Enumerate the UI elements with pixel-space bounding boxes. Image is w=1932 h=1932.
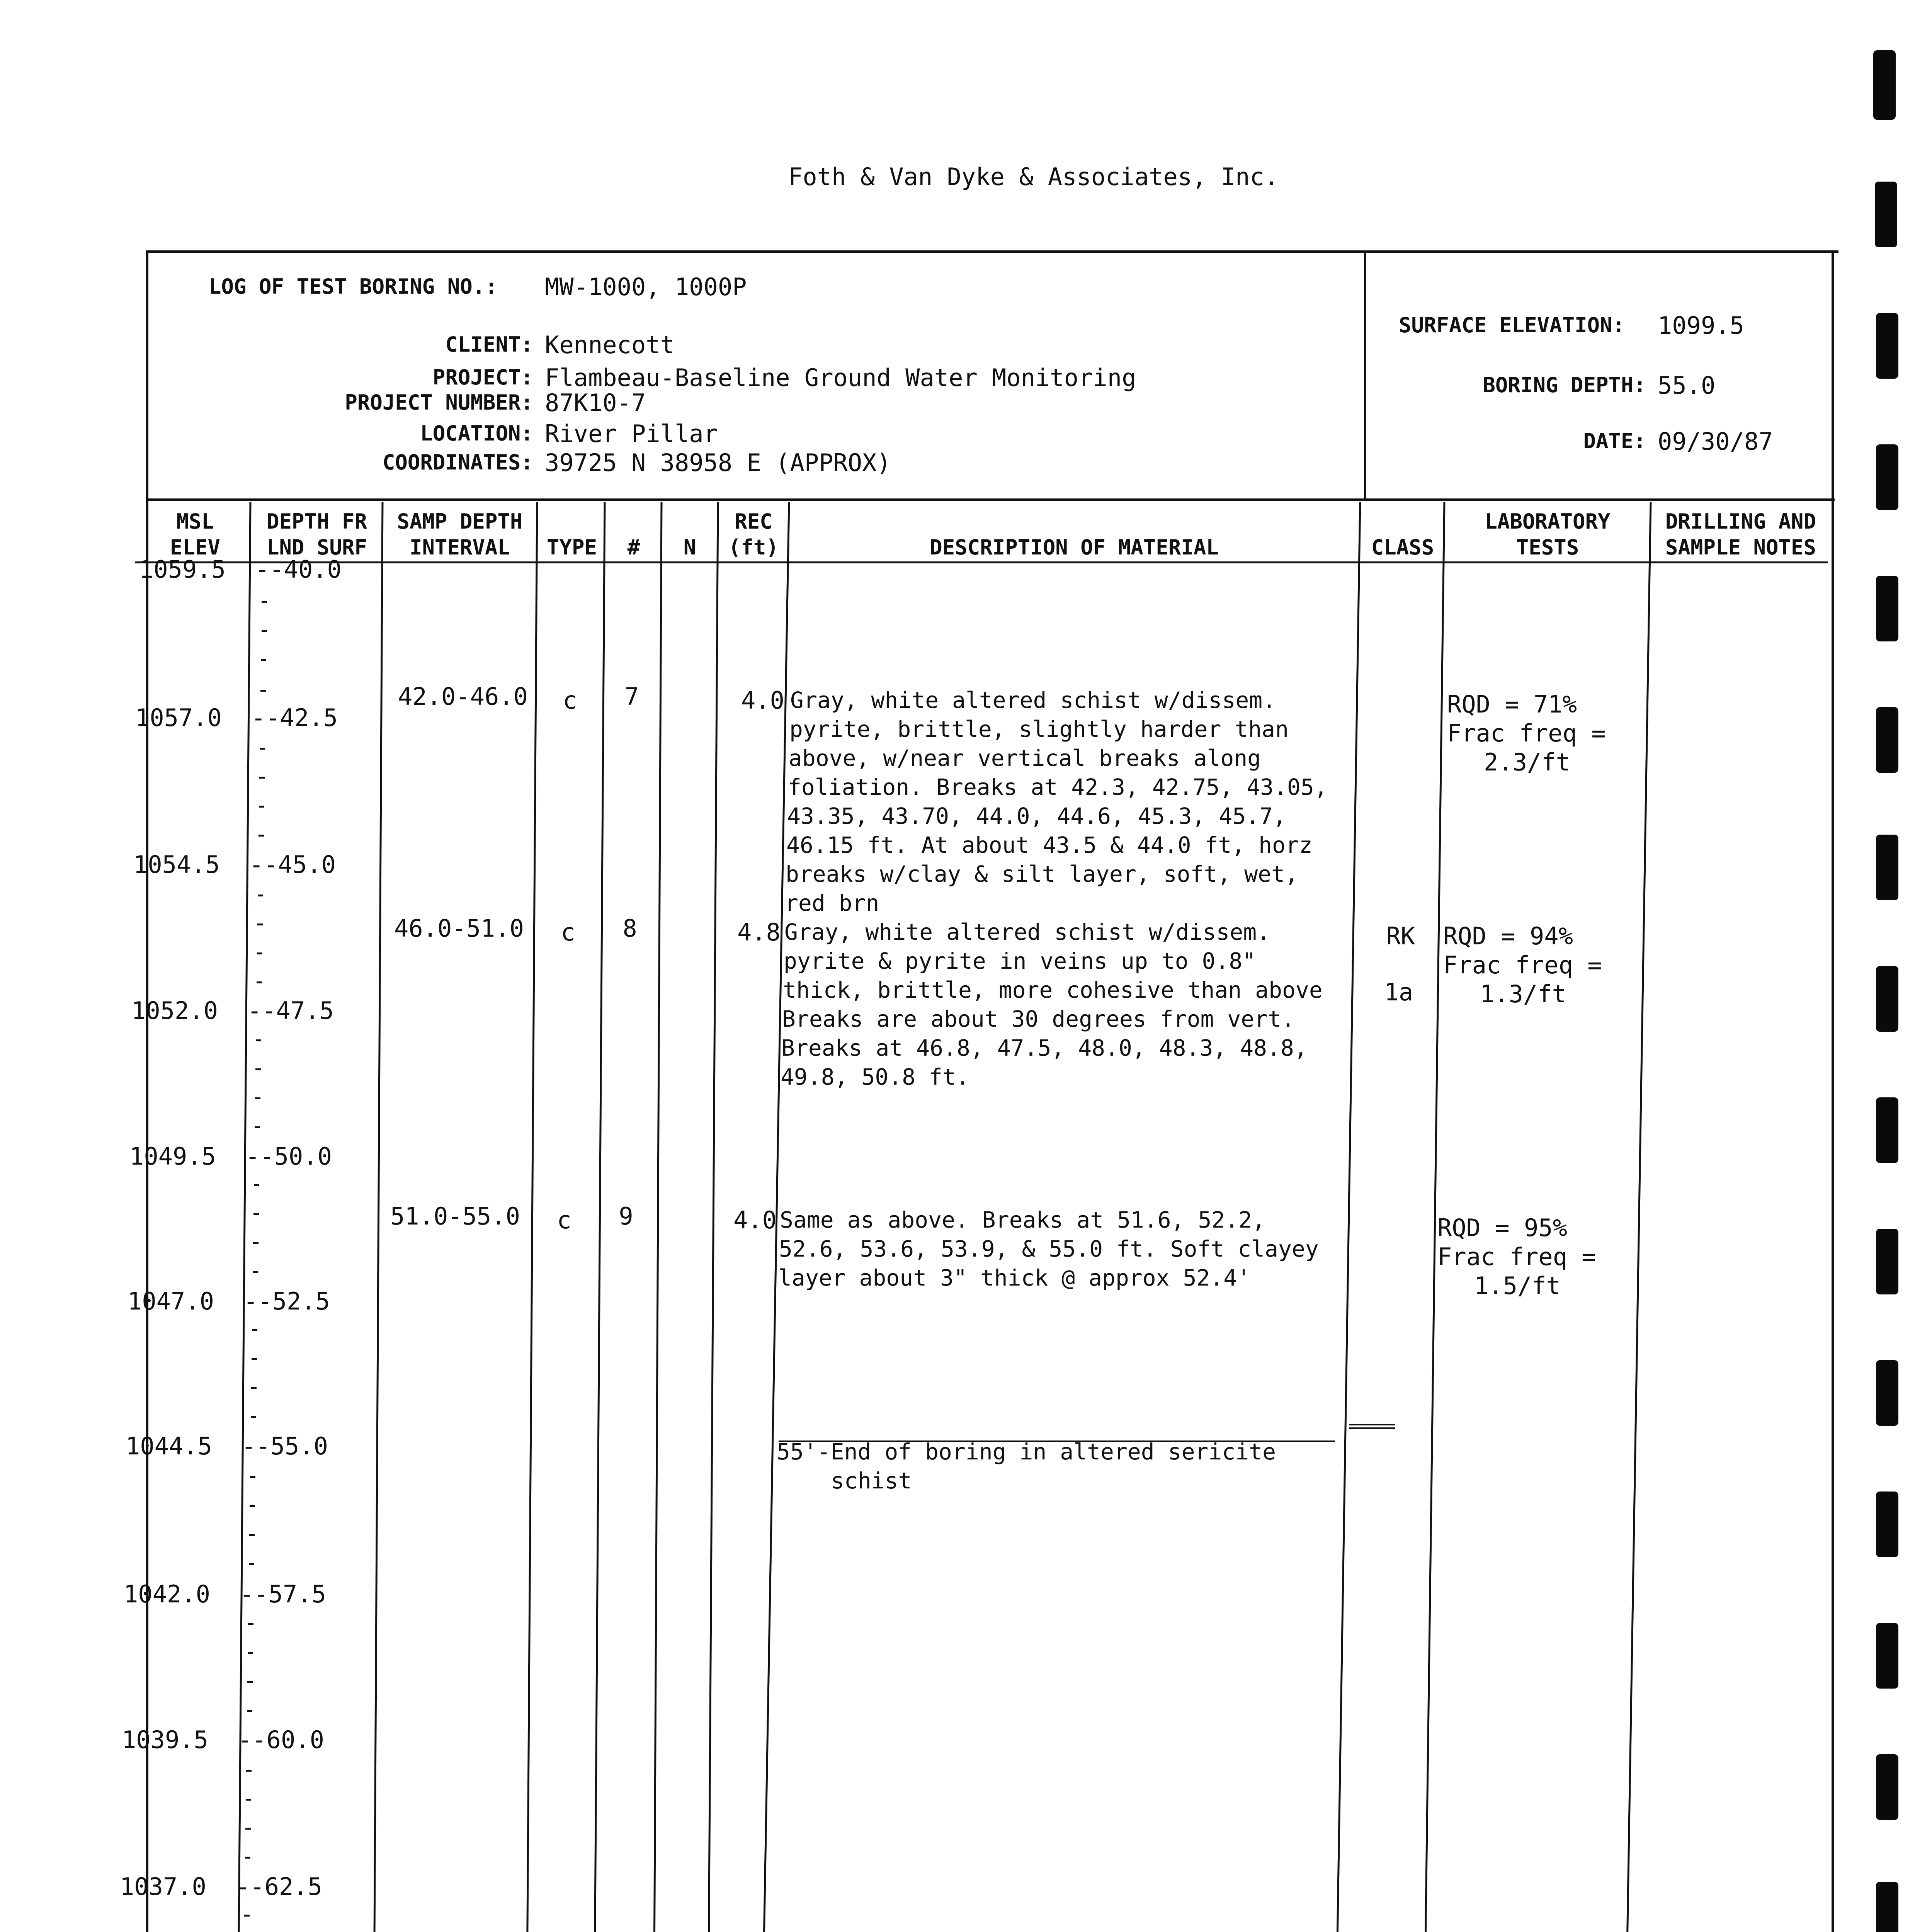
description-line: 52.6, 53.6, 53.9, & 55.0 ft. Soft clayey [779,1236,1319,1262]
client-label: CLIENT: [445,332,533,357]
binder-mark [1876,707,1898,773]
col-lab-2: TESTS [1516,535,1579,560]
binder-mark [1876,1754,1898,1820]
lab-test-line: 1.5/ft [1474,1272,1561,1300]
depth-label: --55.0 [242,1432,328,1460]
lab-test-line: Frac freq = [1447,719,1606,747]
binder-mark [1876,313,1898,379]
elev-label: 1044.5 [126,1432,212,1460]
elev-label: 1059.5 [139,555,226,583]
depth-label: --57.5 [240,1580,326,1608]
lab-test-line: RQD = 95% [1437,1214,1567,1242]
col-notes-1: DRILLING AND [1665,509,1816,534]
elev-label: 1047.0 [128,1287,214,1315]
surface-elevation-label: SURFACE ELEVATION: [1399,313,1625,337]
description-line: pyrite, brittle, slightly harder than [789,716,1289,742]
depth-label: --62.5 [236,1872,322,1901]
project-value: Flambeau-Baseline Ground Water Monitoring [545,364,1136,392]
description-line: layer about 3" thick @ approx 52.4' [778,1265,1251,1291]
col-lab-1: LABORATORY [1485,509,1611,534]
company-name: Foth & Van Dyke & Associates, Inc. [788,163,1279,191]
binder-mark [1876,1360,1898,1426]
sample-type: c [563,686,577,714]
col-type: TYPE [546,535,597,560]
client-value: Kennecott [545,331,675,359]
boring-number: MW-1000, 1000P [545,273,747,301]
lab-test-line: 1.3/ft [1480,980,1566,1008]
sample-interval: 51.0-55.0 [390,1202,520,1230]
col-depth-1: DEPTH FR [266,509,367,534]
sample-type: c [561,918,575,946]
col-depth-2: LND SURF [266,535,367,560]
col-class: CLASS [1371,535,1434,560]
location-value: River Pillar [545,420,718,448]
binder-mark [1876,1229,1898,1294]
elev-label: 1057.0 [135,704,222,732]
date-value: 09/30/87 [1658,427,1773,456]
description-line: Gray, white altered schist w/dissem. [790,687,1276,713]
col-num: # [627,535,640,560]
boring-depth-value: 55.0 [1658,371,1716,400]
elev-label: 1037.0 [120,1872,206,1901]
binder-mark [1873,50,1896,120]
lab-test-line: Frac freq = [1443,951,1602,979]
elev-label: 1049.5 [129,1142,216,1170]
lab-test-line: RQD = 94% [1443,922,1573,950]
elev-label: 1052.0 [131,997,218,1025]
depth-label: --45.0 [249,850,336,879]
sample-recovery: 4.0 [741,686,784,714]
sample-number: 7 [624,682,639,711]
coordinates-value: 39725 N 38958 E (APPROX) [545,449,891,477]
class-code: RK [1386,922,1415,950]
lab-test-line: RQD = 71% [1447,690,1577,718]
date-label: DATE: [1583,429,1646,453]
description-line: red brn [785,890,879,916]
depth-label: --50.0 [245,1142,332,1170]
description-line: Breaks are about 30 degrees from vert. [782,1006,1295,1032]
description-line: breaks w/clay & silt layer, soft, wet, [786,861,1298,887]
binder-mark [1876,1492,1898,1557]
sample-type: c [557,1206,571,1234]
sample-interval: 46.0-51.0 [394,914,524,942]
boring-label: LOG OF TEST BORING NO.: [209,274,498,299]
boring-depth-label: BORING DEPTH: [1483,373,1646,397]
depth-label: --40.0 [255,555,342,583]
col-n: N [683,535,696,560]
binder-mark [1876,576,1898,641]
binder-mark [1876,1623,1898,1689]
project-label: PROJECT: [432,365,533,389]
end-of-boring-line: 55'-End of boring in altered sericite [777,1439,1276,1465]
col-samp-2: INTERVAL [409,535,510,560]
coordinates-label: COORDINATES: [382,450,533,474]
col-msl-1: MSL [176,509,214,534]
sample-number: 8 [622,914,637,942]
end-of-boring-line: schist [831,1468,912,1494]
location-label: LOCATION: [420,421,533,446]
col-msl-2: ELEV [170,535,221,560]
binder-mark [1876,1882,1898,1932]
binder-mark [1876,835,1898,900]
description-line: 49.8, 50.8 ft. [781,1064,969,1090]
description-line: pyrite & pyrite in veins up to 0.8" [784,948,1256,974]
col-samp-1: SAMP DEPTH [397,509,523,534]
description-line: Breaks at 46.8, 47.5, 48.0, 48.3, 48.8, [781,1035,1308,1061]
depth-label: --42.5 [251,704,338,732]
description-line: 43.35, 43.70, 44.0, 44.6, 45.3, 45.7, [787,803,1287,829]
sample-recovery: 4.8 [737,918,781,946]
col-rec-2: (ft) [728,535,779,560]
description-line: Gray, white altered schist w/dissem. [784,919,1270,945]
project-number-value: 87K10-7 [545,389,646,417]
binder-mark [1876,966,1898,1032]
col-notes-2: SAMPLE NOTES [1665,535,1816,560]
elev-label: 1039.5 [122,1726,208,1754]
sample-recovery: 4.0 [733,1206,777,1234]
depth-label: --47.5 [247,997,334,1025]
binder-mark [1876,1097,1898,1163]
col-description: DESCRIPTION OF MATERIAL [930,535,1219,560]
sample-interval: 42.0-46.0 [398,682,528,711]
depth-label: --60.0 [238,1726,324,1754]
lab-test-line: 2.3/ft [1484,748,1570,776]
description-line: 46.15 ft. At about 43.5 & 44.0 ft, horz [786,832,1313,858]
elev-label: 1054.5 [133,850,220,879]
description-line: above, w/near vertical breaks along [789,745,1261,771]
depth-label: --52.5 [243,1287,330,1315]
project-number-label: PROJECT NUMBER: [345,390,533,415]
description-line: thick, brittle, more cohesive than above [783,977,1323,1003]
surface-elevation-value: 1099.5 [1658,311,1744,340]
binder-mark [1876,444,1898,510]
elev-label: 1042.0 [124,1580,210,1608]
binder-mark [1875,182,1897,247]
sample-number: 9 [619,1202,633,1230]
col-rec-1: REC [735,509,772,534]
description-line: Same as above. Breaks at 51.6, 52.2, [780,1207,1266,1233]
class-code: 1a [1384,978,1413,1006]
end-of-boring-class-marker: ===== [1349,1415,1395,1436]
description-line: foliation. Breaks at 42.3, 42.75, 43.05, [788,774,1328,800]
lab-test-line: Frac freq = [1437,1243,1596,1271]
